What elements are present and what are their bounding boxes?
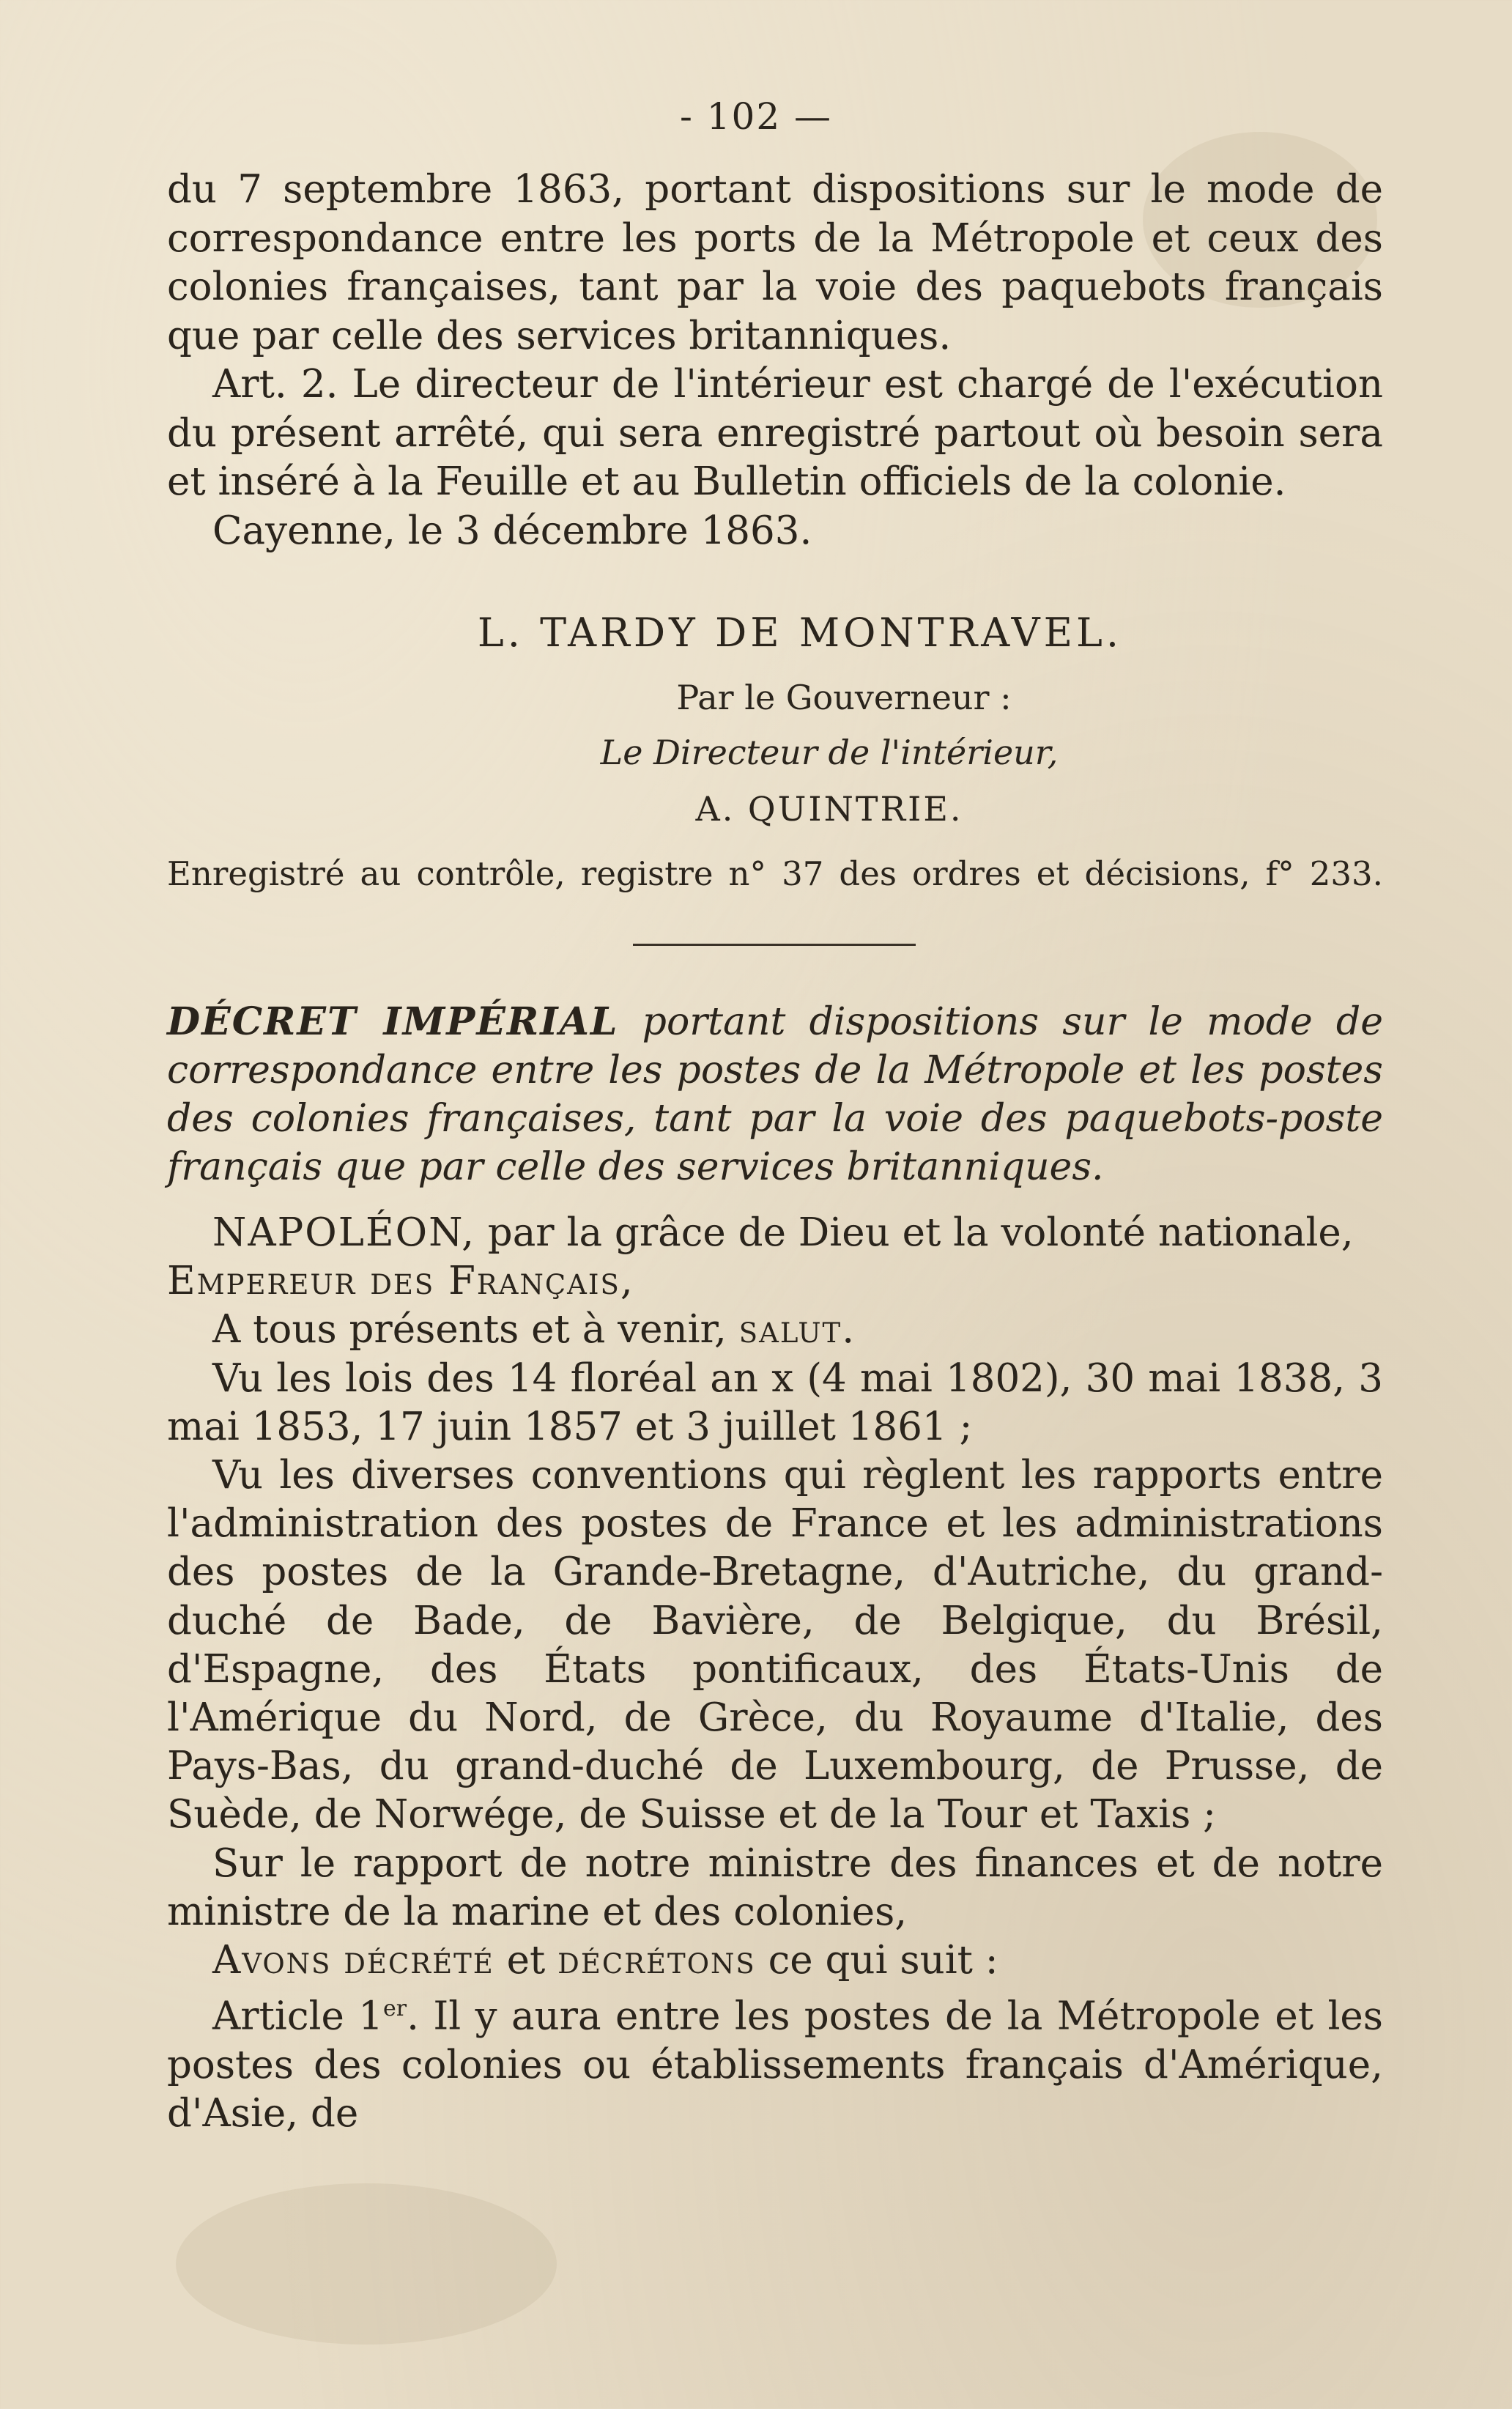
napoleon-grace: par la grâce de Dieu et la volonté nationale,: [475, 1210, 1354, 1255]
greeting-text: A tous présents et à venir,: [212, 1307, 739, 1352]
napoleon-name: NAPOLÉON,: [212, 1210, 475, 1255]
decreed-et: et: [494, 1938, 558, 1983]
article-1-sup: er: [382, 1996, 407, 2022]
by-governor-line: Par le Gouverneur :: [676, 678, 1012, 717]
decreed-rest: ce qui suit :: [755, 1938, 998, 1983]
consideration-laws: Vu les lois des 14 floréal an x (4 mai 1802), 30 mai 1838, 3 mai 1853, 17 juin 1857 et 3 juillet 1861 ;: [167, 1355, 1383, 1449]
paper-stain: [176, 2183, 557, 2345]
place-date: Cayenne, le 3 décembre 1863.: [212, 508, 812, 553]
article-1-text: . Il y aura entre les postes de la Métropole et les postes des colonies ou établissements français d'Amérique, d'Asie, de: [167, 1994, 1383, 2136]
page-number: - 102 —: [679, 95, 833, 138]
consideration-conventions: Vu les diverses conventions qui règlent les rapports entre l'administration des postes de France et les administrations des postes de la Grande-Bretagne, d'Autriche, du grand-duché de Bade, de Bavière, de Belgique, du Brésil, d'Espagne, des États pontificaux, des États-Unis de l'Amérique du Nord, de Grèce, du Royaume d'Italie, des Pays-Bas, du grand-duché de Luxembourg, de Prusse, de Suède, de Norwége, de Suisse et de la Tour et Taxis ;: [167, 1453, 1383, 1838]
decreed-line: [167, 1936, 1383, 1985]
decree-body: [167, 1209, 1383, 2139]
decreed-decrete: décrété: [344, 1938, 494, 1983]
paragraph-article-2: Art. 2. Le directeur de l'intérieur est chargé de l'exécution du présent arrêté, qui sera enregistré partout où besoin sera et inséré à la Feuille et au Bulletin officiels de la colonie.: [167, 362, 1383, 504]
section-divider: [633, 944, 916, 946]
emperor-title: Empereur des Français,: [167, 1259, 634, 1304]
director-title: Le Directeur de l'intérieur,: [600, 733, 1059, 772]
consideration-report: Sur le rapport de notre ministre des finances et de notre ministre de la marine et des colonies,: [167, 1840, 1383, 1934]
decreed-avons: Avons: [212, 1938, 332, 1983]
greeting-salut: salut.: [738, 1307, 856, 1352]
greeting-line: [167, 1306, 1383, 1354]
arrete-text: [167, 166, 1383, 555]
article-1: [167, 1985, 1383, 2138]
decreed-decretons: décrétons: [557, 1938, 756, 1983]
article-1-lead: Article 1: [212, 1994, 383, 2039]
decree-title: [167, 998, 1383, 1191]
governor-signature: L. TARDY DE MONTRAVEL.: [477, 610, 1123, 656]
napoleon-line: [167, 1209, 1383, 1257]
decree-title-lead: DÉCRET IMPÉRIAL: [167, 999, 619, 1044]
decree-title-rest: portant dispositions sur le mode de correspondance entre les postes de la Métropole et les postes des colonies françaises, tant par la voie des paquebots-poste français que par celle des services britanniques.: [167, 1000, 1383, 1189]
paragraph-continuation: du 7 septembre 1863, portant dispositions sur le mode de correspondance entre les ports de la Métropole et ceux des colonies françaises, tant par la voie des paquebots français que par celle des services britanniques.: [167, 167, 1383, 358]
registration-note: Enregistré au contrôle, registre n° 37 des ordres et décisions, f° 233.: [167, 854, 1383, 893]
countersignature: A. QUINTRIE.: [695, 789, 963, 829]
